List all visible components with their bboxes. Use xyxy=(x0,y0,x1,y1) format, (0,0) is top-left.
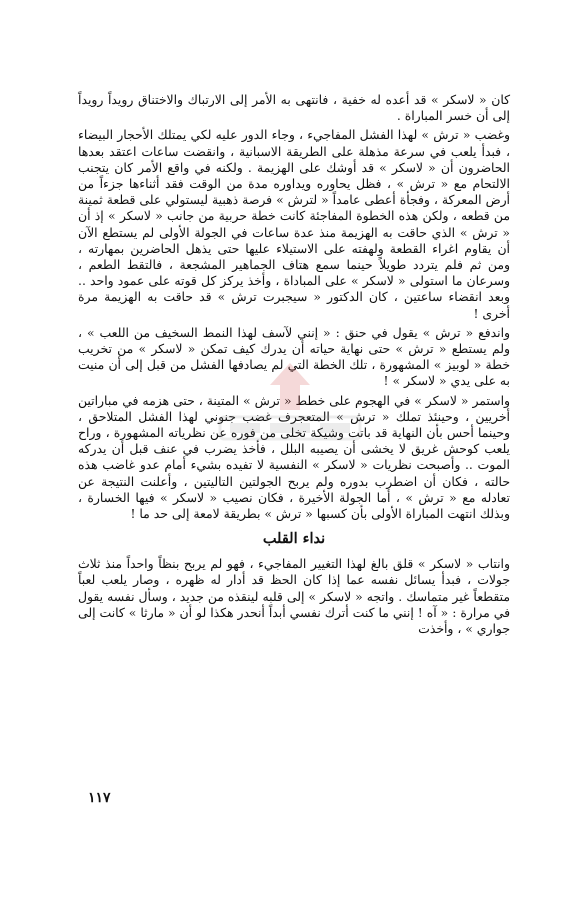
book-page xyxy=(78,92,510,640)
paragraph-5: وانتاب « لاسكر » قلق بالغ لهذا التغيير المفاجيء ، فهو لم يربح بنظاً واحداً منذ ثلاث جولات ، فبدأ يسائل نفسه عما إذا كان الحظ قد أدار له ظهره ، وصار يلعب لعباً متقطعاً غير متماسك . واتجه « لاسكر » إلى قلبه لينقذه من جديد ، وسأل نفسه يقول في مرارة : « آه ! إنني ما كنت أترك نفسي أبداً أنحدر هكذا لو أن « مارثا » كانت إلى جواري » ، وأخذت xyxy=(78,556,510,637)
paragraph-4: واستمر « لاسكر » في الهجوم على خطط « ترش » المتينة ، حتى هزمه في مباراتين أخريين ، وحينئذ تملك « ترش » المتعجرف غضب جنوني لهذا الفشل المتلاحق ، وحينما أحس بأن النهاية قد باتت وشيكة تخلى من فوره عن نظرياته المشهورة ، وراح يلعب كوحش غريق لا يخشى أن يصيبه البلل ، فأخذ يضرب في عنف قبل أن يدركه الموت .. وأصبحت نظريات « لاسكر » النفسية لا تفيده بشيء أمام عدو غاضب هذه حالته ، فكان أن اضطرب بدوره ولم يربح الجولتين التاليتين ، وأعلنت النتيجة عن تعادله مع « ترش » ، أما الجولة الأخيرة ، فكان نصيب « لاسكر » فيها الخسارة ، وبذلك انتهت المباراة الأولى بأن كسبها « ترش » بطريقة لامعة إلى حد ما ! xyxy=(78,392,510,522)
paragraph-3: واندفع « ترش » يقول في حنق : « إنني لآسف لهذا النمط السخيف من اللعب » ، ولم يستطع « ترش » حتى نهاية حياته أن يدرك كيف تمكن « لاسكر » من تخريب خطة « لوبيز » المشهورة ، تلك الخطة التي لم يصادفها الفشل من قبل إلى أن منيت به على يدي « لاسكر » ! xyxy=(78,324,510,389)
paragraph-1: كان « لاسكر » قد أعده له خفية ، فانتهى به الأمر إلى الارتباك والاختناق رويداً رويداً إلى أن خسر المباراة . xyxy=(78,92,510,124)
paragraph-2: وغضب « ترش » لهذا الفشل المفاجيء ، وجاء الدور عليه لكي يمتلك الأحجار البيضاء ، فبدأ يلعب في سرعة مذهلة على الطريقة الاسبانية ، وانقضت ساعات اعتقد بعدها الحاضرون أن « لاسكر » قد أوشك على الهزيمة . ولكنه في واقع الأمر كان يتجنب الالتحام مع « ترش » ، فظل يحاوره ويداوره مدة من الوقت فقد أثناءها جزءاً من أرض المعركة ، وفجأة أعطى عامداً « لترش » فرصة ذهبية ليستولي على قطعة ثمينة من قطعه ، ولكن هذه الخطوة المفاجئة كانت خطة حربية من جانب « لاسكر » إذ أن « ترش » الذي حاقت به الهزيمة منذ عدة ساعات في الجولة الأولى لم يستطع الآن أن يقاوم اغراء القطعة ولهفته على الاستيلاء عليها حتى يذهل الحاضرين بمهارته ، ومن ثم فلم يتردد طويلاً حينما سمع هتاف الجماهير المشجعة ، فالتقط الطعم ، وسرعان ما استولى « لاسكر » على المباداة ، وأخذ يركز كل قوته على عمود واحد .. وبعد انقضاء ساعتين ، كان الدكتور « سيجبرت ترش » قد حاقت به الهزيمة مرة أخرى ! xyxy=(78,127,510,321)
section-heading: نداء القلب xyxy=(262,530,326,548)
page-number: ١١٧ xyxy=(88,790,111,806)
